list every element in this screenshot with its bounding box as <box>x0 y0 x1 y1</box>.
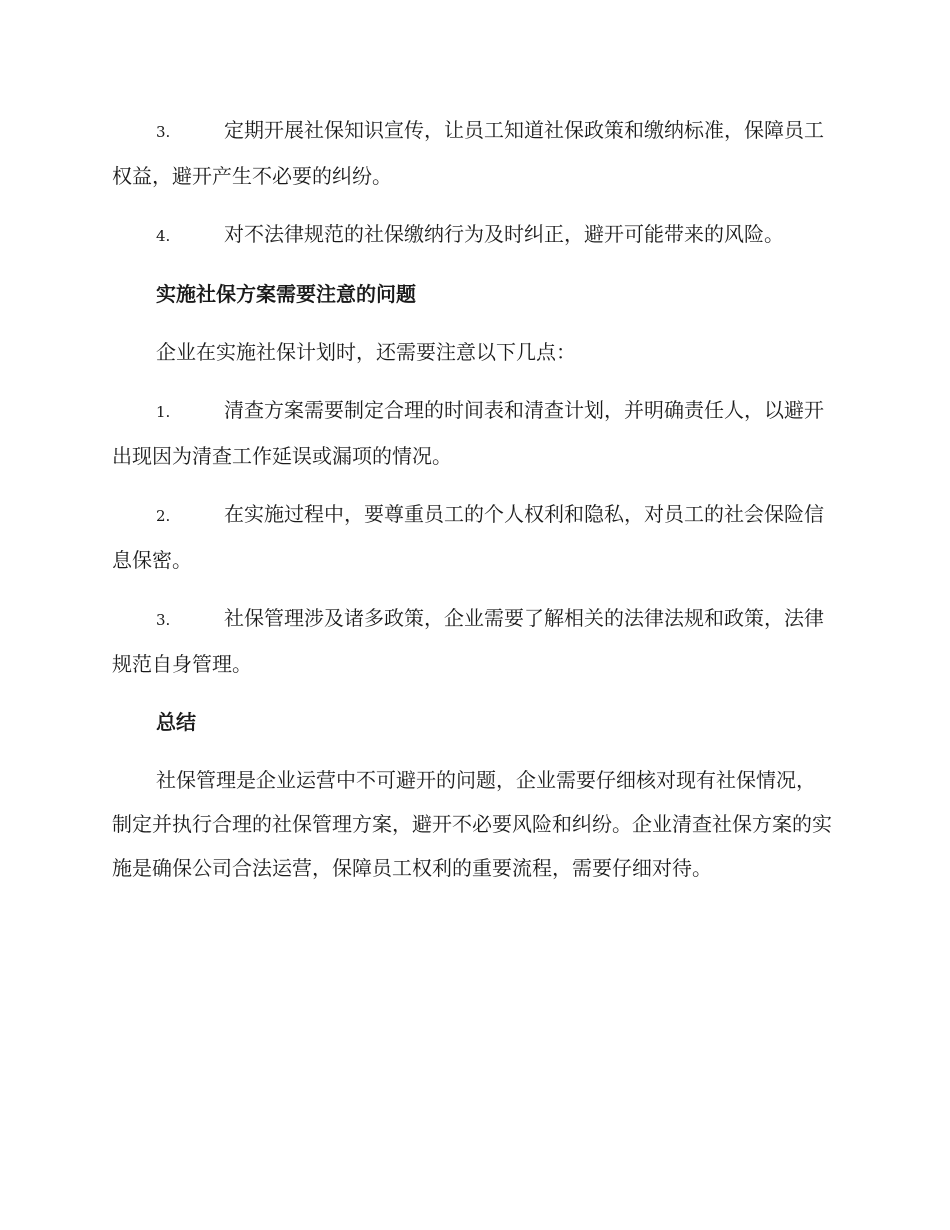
list-item <box>112 492 834 582</box>
list-item <box>112 108 834 198</box>
list-item-text: 社保管理涉及诸多政策，企业需要了解相关的法律法规和政策，法律规范自身管理。 <box>112 606 824 676</box>
list-item <box>112 212 834 258</box>
list-number: 3. <box>156 123 171 141</box>
section-heading: 实施社保方案需要注意的问题 <box>156 282 416 306</box>
intro-paragraph: 企业在实施社保计划时，还需要注意以下几点： <box>156 340 576 364</box>
list-item <box>112 596 834 686</box>
summary-paragraph: 社保管理是企业运营中不可避开的问题，企业需要仔细核对现有社保情况，制定并执行合理的社保管理方案，避开不必要风险和纠纷。企业清查社保方案的实施是确保公司合法运营，保障员工权利的重要流程，需要仔细对待。 <box>112 768 832 880</box>
list-number: 1. <box>156 403 171 421</box>
list-item-text: 对不法律规范的社保缴纳行为及时纠正，避开可能带来的风险。 <box>224 222 784 246</box>
document-body <box>112 108 834 904</box>
list-item-text: 定期开展社保知识宣传，让员工知道社保政策和缴纳标准，保障员工权益，避开产生不必要的纠纷。 <box>112 118 824 188</box>
list-number: 3. <box>156 611 171 629</box>
list-number: 4. <box>156 227 171 245</box>
list-item-text: 清查方案需要制定合理的时间表和清查计划，并明确责任人，以避开出现因为清查工作延误或漏项的情况。 <box>112 398 824 468</box>
section-heading: 总结 <box>156 710 196 734</box>
list-item <box>112 388 834 478</box>
list-number: 2. <box>156 507 171 525</box>
list-item-text: 在实施过程中，要尊重员工的个人权利和隐私，对员工的社会保险信息保密。 <box>112 502 824 572</box>
